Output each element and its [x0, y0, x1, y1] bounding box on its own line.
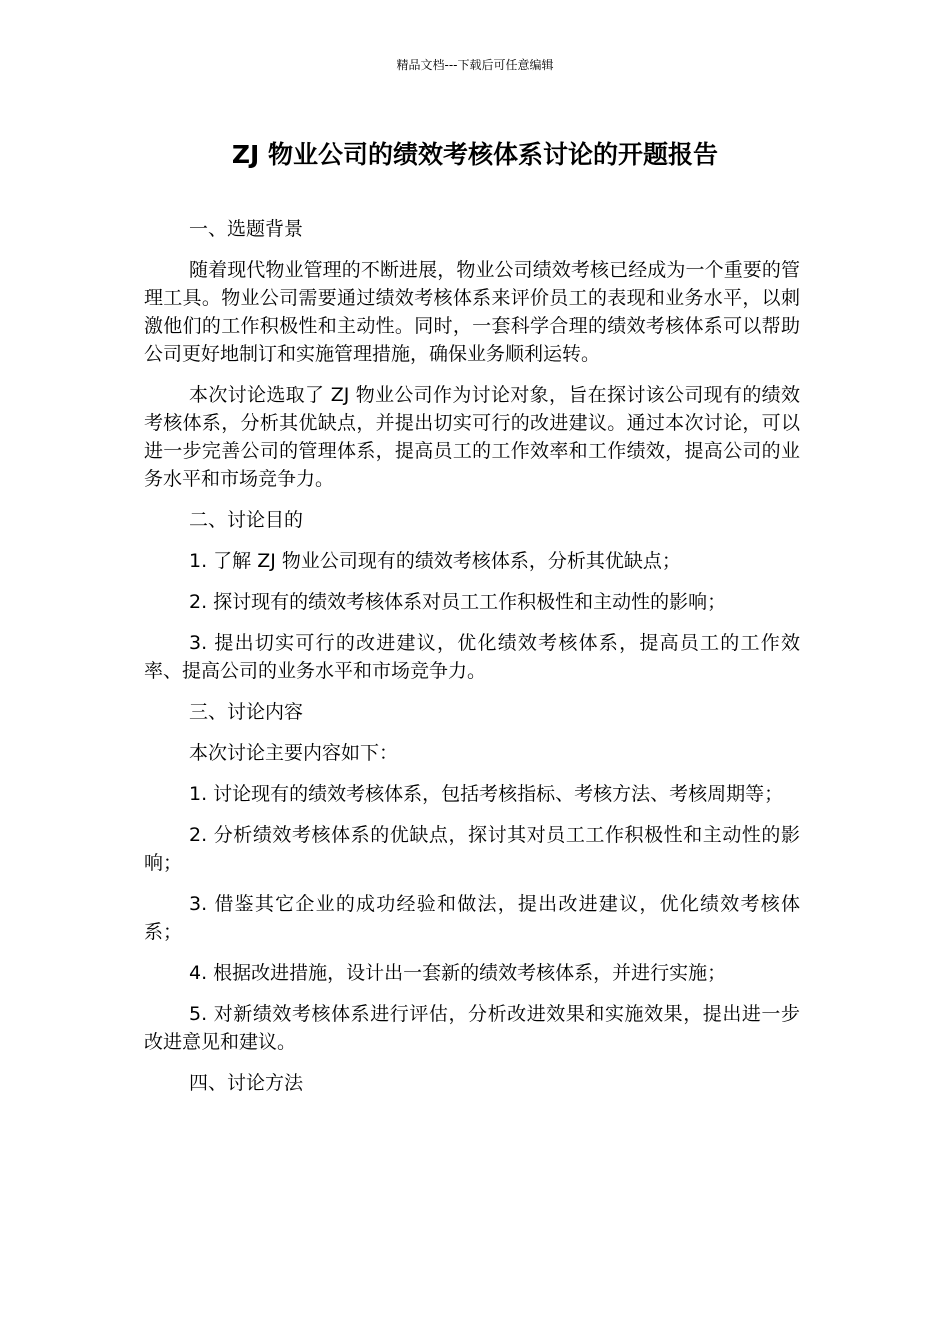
content-item-3: 3. 借鉴其它企业的成功经验和做法，提出改进建议，优化绩效考核体系； — [144, 893, 800, 943]
purpose-item-1: 1. 了解 ZJ 物业公司现有的绩效考核体系，分析其优缺点； — [189, 550, 681, 572]
purpose-item-3: 3. 提出切实可行的改进建议，优化绩效考核体系，提高员工的工作效率、提高公司的业务水平和市场竞争力。 — [144, 632, 800, 682]
section-heading-purpose: 二、讨论目的 — [189, 509, 304, 531]
purpose-item-2: 2. 探讨现有的绩效考核体系对员工工作积极性和主动性的影响； — [189, 591, 727, 613]
section-heading-background: 一、选题背景 — [189, 218, 304, 240]
content-item-2: 2. 分析绩效考核体系的优缺点，探讨其对员工工作积极性和主动性的影响； — [144, 824, 800, 874]
content-item-1: 1. 讨论现有的绩效考核体系，包括考核指标、考核方法、考核周期等； — [189, 783, 784, 805]
section-heading-method: 四、讨论方法 — [189, 1072, 304, 1094]
paragraph-background-2: 本次讨论选取了 ZJ 物业公司作为讨论对象，旨在探讨该公司现有的绩效考核体系，分析其优缺点，并提出切实可行的改进建议。通过本次讨论，可以进一步完善公司的管理体系，提高员工的工作效率和工作绩效，提高公司的业务水平和市场竞争力。 — [144, 384, 800, 490]
content-intro: 本次讨论主要内容如下： — [189, 742, 399, 764]
document-title: ZJ 物业公司的绩效考核体系讨论的开题报告 — [231, 140, 719, 169]
document-body — [144, 215, 800, 1097]
content-item-5: 5. 对新绩效考核体系进行评估，分析改进效果和实施效果，提出进一步改进意见和建议。 — [144, 1003, 800, 1053]
content-item-4: 4. 根据改进措施，设计出一套新的绩效考核体系，并进行实施； — [189, 962, 727, 984]
paragraph-background-1: 随着现代物业管理的不断进展，物业公司绩效考核已经成为一个重要的管理工具。物业公司需要通过绩效考核体系来评价员工的表现和业务水平，以刺激他们的工作积极性和主动性。同时，一套科学合理的绩效考核体系可以帮助公司更好地制订和实施管理措施，确保业务顺利运转。 — [144, 259, 800, 365]
section-heading-content: 三、讨论内容 — [189, 701, 304, 723]
page-header: 精品文档---下载后可任意编辑 — [396, 58, 554, 72]
